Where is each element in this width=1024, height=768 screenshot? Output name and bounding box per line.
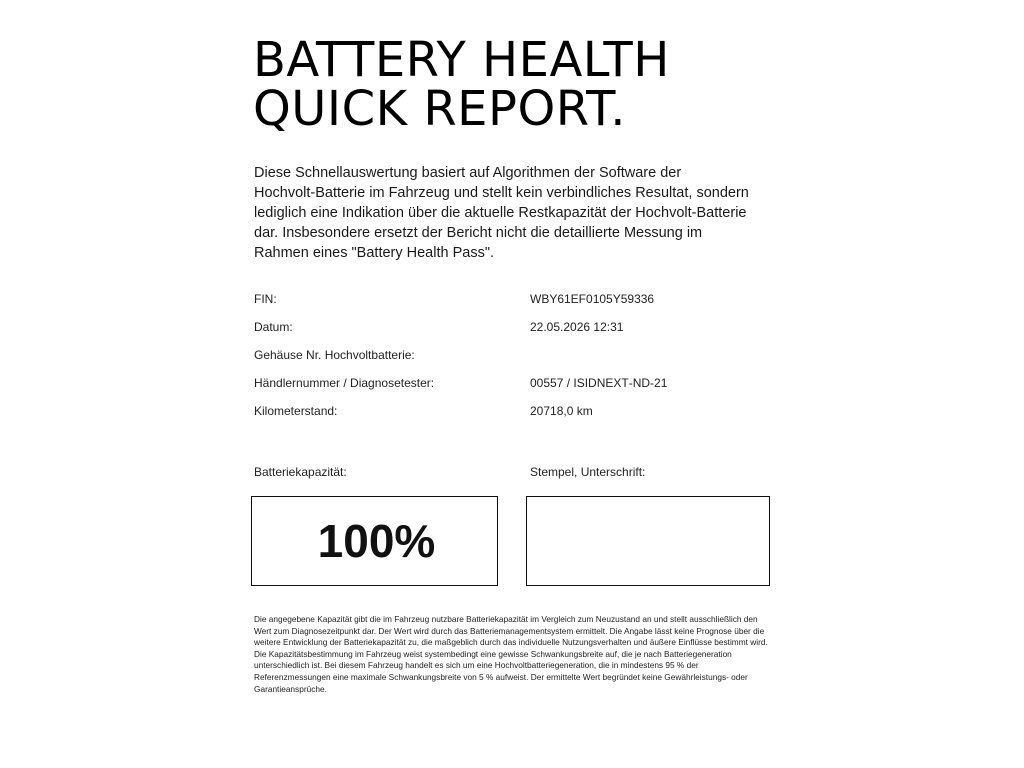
intro-paragraph: Diese Schnellauswertung basiert auf Algorithmen der Software der Hochvolt‑Batterie im Fahrzeug und stellt kein verbindliches Resultat, sondern lediglich eine Indikation über die aktuelle Restkapazität der Hochvolt‑Batterie dar. Insbesondere ersetzt der Bericht nicht die detaillierte Messung im Rahmen eines "Battery Health Pass". (254, 165, 749, 261)
field-row-dealer (254, 376, 774, 404)
stamp-signature-label: Stempel, Unterschrift: (530, 465, 646, 479)
battery-capacity-value: 100% (317, 515, 436, 567)
vehicle-info-fields (254, 292, 774, 432)
report-title-line-1: BATTERY HEALTH (253, 32, 670, 88)
report-title (253, 32, 670, 137)
housing-number-label: Gehäuse Nr. Hochvoltbatterie: (254, 348, 415, 362)
disclaimer-text: Die angegebene Kapazität gibt die im Fahrzeug nutzbare Batteriekapazität im Vergleich zum Neuzustand an und stellt ausschließlich den Wert zum Diagnosezeitpunkt dar. Der Wert wird durch das Batteriemanagementsystem ermittelt. Die Angabe lässt keine Prognose über die weitere Entwicklung der Batteriekapazität zu, die maßgeblich durch das individuelle Nutzungsverhalten und äußere Einflüsse bestimmt wird. Die Kapazitätsbestimmung im Fahrzeug weist systembedingt eine gewisse Schwankungsbreite auf, die je nach Batteriegeneration unterschiedlich ist. Bei diesem Fahrzeug handelt es sich um eine Hochvoltbatteriegeneration, die in mindestens 95 % der Referenzmessungen eine maximale Schwankungsbreite von 5 % aufweist. Der ermittelte Wert begründet keine Gewährleistungs‑ oder Garantieansprüche. (254, 614, 768, 694)
battery-capacity-box (251, 496, 498, 586)
field-row-date (254, 320, 774, 348)
field-row-housing-number (254, 348, 774, 376)
dealer-value: 00557 / ISIDNEXT‑ND‑21 (530, 376, 668, 390)
stamp-signature-box (526, 496, 770, 586)
field-row-mileage (254, 404, 774, 432)
mileage-label: Kilometerstand: (254, 404, 338, 418)
dealer-label: Händlernummer / Diagnosetester: (254, 376, 435, 390)
field-row-fin (254, 292, 774, 320)
date-value: 22.05.2026 12:31 (530, 320, 624, 334)
date-label: Datum: (254, 320, 293, 334)
report-title-line-2: QUICK REPORT. (253, 81, 626, 137)
fin-label: FIN: (254, 292, 277, 306)
battery-capacity-label: Batteriekapazität: (254, 465, 347, 479)
report-page (253, 0, 773, 768)
fin-value: WBY61EF0105Y59336 (530, 292, 655, 306)
mileage-value: 20718,0 km (530, 404, 593, 418)
